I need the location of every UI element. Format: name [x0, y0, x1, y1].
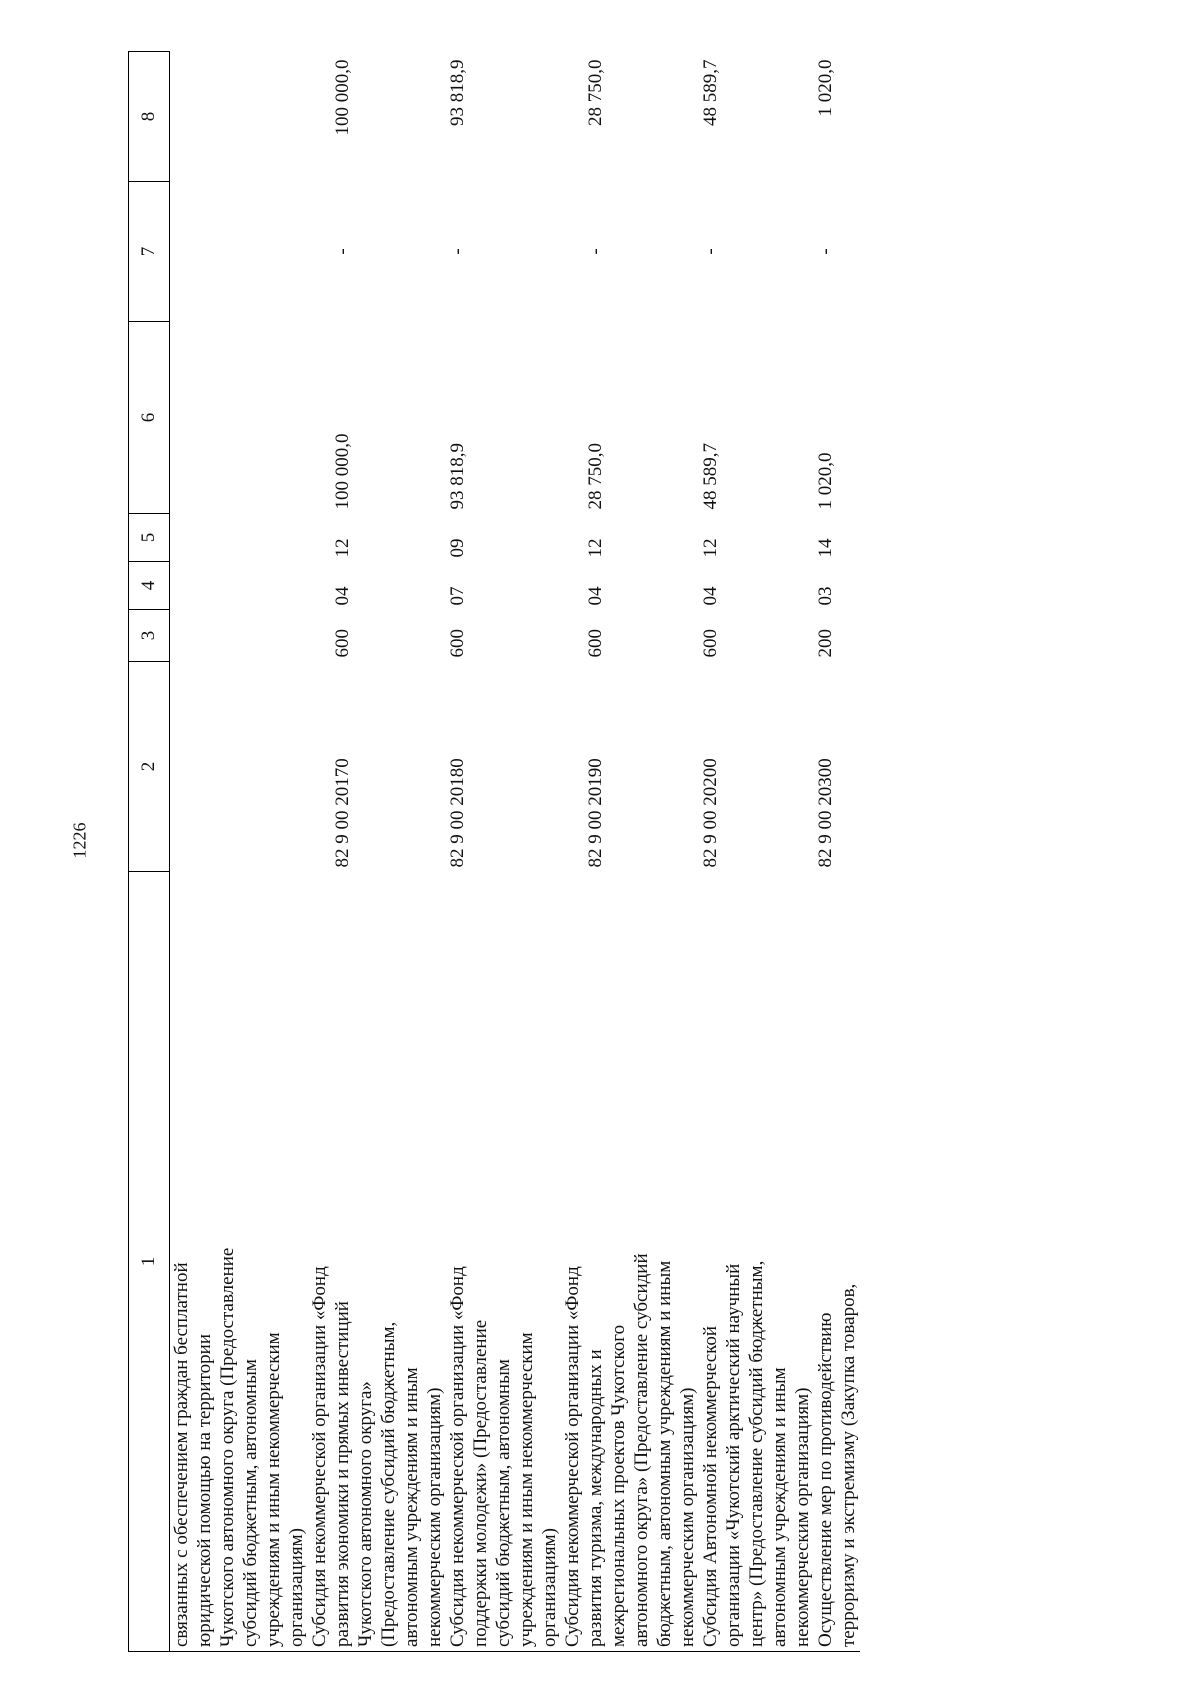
- table-row: [308, 52, 446, 1652]
- row-description: Субсидия некоммерческой организации «Фонд поддержки молодежи» (Предоставление субсидий бюджетным, автономным учреждениям и иным некоммерческим организациям): [446, 872, 561, 1652]
- row-total: 28 750,0: [585, 59, 606, 126]
- row-code: 82 9 00 20190: [585, 758, 606, 868]
- row-subsection: 12: [700, 538, 721, 558]
- col-header-7: 7: [129, 182, 170, 322]
- row-section: 07: [447, 586, 468, 606]
- col-header-4: 4: [129, 562, 170, 610]
- row-code: 82 9 00 20170: [332, 758, 353, 868]
- row-description: Субсидия некоммерческой организации «Фонд развития туризма, международных и межрегиональных проектов Чукотского автономного округа» (Предоставление субсидий бюджетным, автономным учреждениям и иным некоммерческим организациям): [561, 872, 699, 1652]
- row-description: Субсидия Автономной некоммерческой организации «Чукотский арктический научный центр» (Предоставление субсидий бюджетным, автономным учреждениям и иным некоммерческим организациям): [699, 872, 814, 1652]
- row-description: Осуществление мер по противодействию терроризму и экстремизму (Закупка товаров,: [814, 872, 860, 1652]
- row-expense-type: 600: [447, 629, 468, 658]
- table-row: [446, 52, 561, 1652]
- row-total: 100 000,0: [332, 59, 353, 136]
- row-section: 04: [700, 586, 721, 606]
- row-total: 93 818,9: [447, 59, 468, 126]
- row-subsection: 12: [585, 538, 606, 558]
- row-amount: 28 750,0: [585, 443, 606, 510]
- row-subsection: [170, 514, 309, 562]
- table-row: [814, 52, 860, 1652]
- row-col7: -: [700, 248, 721, 255]
- row-code: [170, 662, 309, 872]
- row-expense-type: 600: [585, 629, 606, 658]
- row-total: 1 020,0: [815, 59, 836, 117]
- table-row: [561, 52, 699, 1652]
- row-subsection: 12: [332, 538, 353, 558]
- row-amount: 93 818,9: [447, 443, 468, 510]
- row-subsection: 14: [815, 538, 836, 558]
- row-subsection: 09: [447, 538, 468, 558]
- row-section: 03: [815, 586, 836, 606]
- row-amount: 100 000,0: [332, 433, 353, 510]
- col-header-1: 1: [129, 872, 170, 1652]
- page-number: 1226: [69, 822, 90, 859]
- row-col7: -: [332, 248, 353, 255]
- row-code: 82 9 00 20200: [700, 758, 721, 868]
- row-col7: -: [585, 248, 606, 255]
- col-header-2: 2: [129, 662, 170, 872]
- row-expense-type: [170, 610, 309, 662]
- budget-table-container: [128, 52, 1158, 1652]
- row-col7: [170, 182, 309, 322]
- header-row: [129, 52, 170, 1652]
- row-expense-type: 600: [700, 629, 721, 658]
- budget-table: [128, 51, 860, 1652]
- row-description: Субсидия некоммерческой организации «Фонд развития экономики и прямых инвестиций Чукотского автономного округа» (Предоставление субсидий бюджетным, автономным учреждениям и иным некоммерческим организациям): [308, 872, 446, 1652]
- row-description: связанных с обеспечением граждан бесплатной юридической помощью на территории Чукотского автономного округа (Предоставление субсидий бюджетным, автономным учреждениям и иным некоммерческим организациям): [170, 872, 309, 1652]
- row-section: [170, 562, 309, 610]
- row-col7: -: [447, 248, 468, 255]
- row-code: 82 9 00 20300: [815, 758, 836, 868]
- row-amount: [170, 322, 309, 514]
- col-header-8: 8: [129, 52, 170, 182]
- row-section: 04: [332, 586, 353, 606]
- table-row: [170, 52, 309, 1652]
- row-amount: 1 020,0: [815, 452, 836, 510]
- row-total: 48 589,7: [700, 59, 721, 126]
- row-code: 82 9 00 20180: [447, 758, 468, 868]
- col-header-5: 5: [129, 514, 170, 562]
- table-row: [699, 52, 814, 1652]
- row-section: 04: [585, 586, 606, 606]
- col-header-6: 6: [129, 322, 170, 514]
- row-amount: 48 589,7: [700, 443, 721, 510]
- row-expense-type: 600: [332, 629, 353, 658]
- row-total: [170, 52, 309, 182]
- col-header-3: 3: [129, 610, 170, 662]
- row-col7: -: [815, 248, 836, 255]
- row-expense-type: 200: [815, 629, 836, 658]
